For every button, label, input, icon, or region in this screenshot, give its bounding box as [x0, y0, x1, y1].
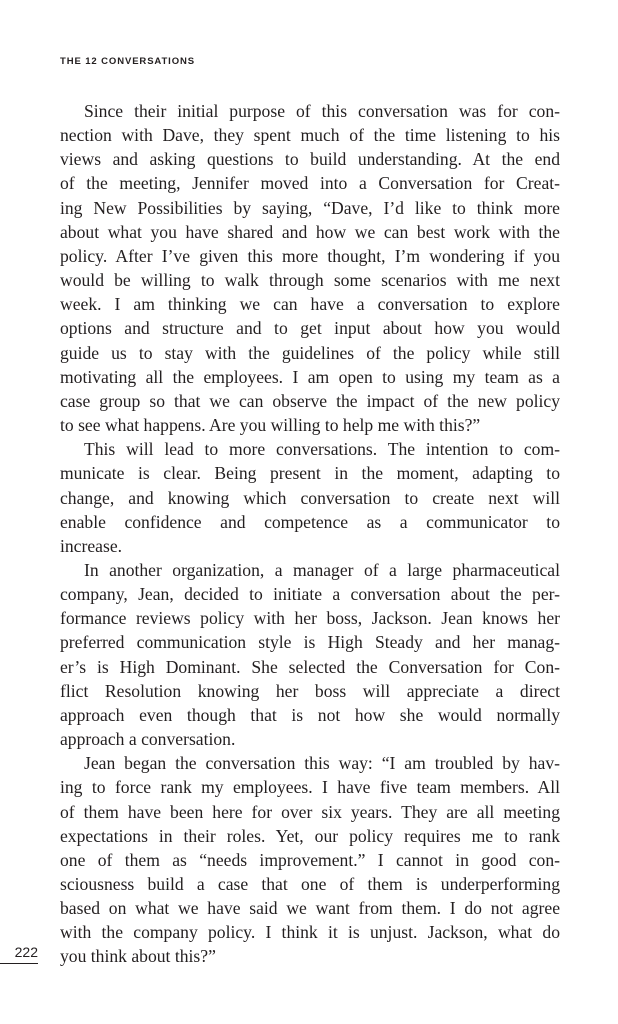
text-line: company, Jean, decided to initiate a conversation about the per-: [60, 584, 560, 605]
text-line: sciousness build a case that one of them is underperforming: [60, 874, 560, 894]
text-line: approach even though that is not how she would normally: [60, 704, 560, 725]
text-line: increase.: [60, 535, 123, 556]
text-line: expectations in their roles. Yet, our policy requires me to rank: [60, 825, 560, 846]
text-line: of the meeting, Jennifer moved into a Conversation for Creat-: [60, 173, 560, 194]
text-line: enable confidence and competence as a communicator to: [60, 511, 560, 532]
text-line: er’s is High Dominant. She selected the Conversation for Con-: [60, 656, 560, 677]
text-line: week. I am thinking we can have a conversation to explore: [60, 294, 560, 315]
text-line: would be willing to walk through some scenarios with me next: [60, 270, 560, 291]
text-line: options and structure and to get input about how you would: [60, 318, 560, 339]
text-line: views and asking questions to build understanding. At the end: [60, 149, 560, 170]
text-line: flict Resolution knowing her boss will appreciate a direct: [60, 680, 560, 701]
text-line: you think about this?”: [60, 946, 216, 967]
text-line: ing to force rank my employees. I have five team members. All: [60, 777, 560, 798]
page-number: 222: [0, 943, 38, 964]
text-line: municate is clear. Being present in the moment, adapting to: [60, 463, 560, 484]
text-line: Jean began the conversation this way: “I am troubled by hav-: [84, 753, 560, 774]
text-line: motivating all the employees. I am open to using my team as a: [60, 366, 560, 387]
text-line: Since their initial purpose of this conversation was for con-: [84, 101, 560, 121]
text-line: change, and knowing which conversation to create next will: [60, 487, 560, 508]
text-line: guide us to stay with the guidelines of the policy while still: [60, 342, 560, 363]
text-line: approach a conversation.: [60, 729, 236, 750]
body-text: [60, 99, 560, 969]
text-line: ing New Possibilities by saying, “Dave, I’d like to think more: [60, 197, 560, 218]
text-line: to see what happens. Are you willing to help me with this?”: [60, 415, 481, 436]
text-line: nection with Dave, they spent much of the time listening to his: [60, 125, 560, 146]
text-line: formance reviews policy with her boss, Jackson. Jean knows her: [60, 608, 560, 629]
text-line: based on what we have said we want from them. I do not agree: [60, 898, 560, 919]
text-line: about what you have shared and how we can best work with the: [60, 221, 560, 242]
text-line: with the company policy. I think it is unjust. Jackson, what do: [60, 922, 560, 943]
text-line: of them have been here for over six years. They are all meeting: [60, 801, 560, 822]
text-line: preferred communication style is High Steady and her manag-: [60, 632, 560, 653]
text-line: case group so that we can observe the impact of the new policy: [60, 390, 560, 411]
text-line: one of them as “needs improvement.” I cannot in good con-: [60, 849, 560, 870]
text-line: This will lead to more conversations. The intention to com-: [84, 439, 560, 460]
text-line: policy. After I’ve given this more thought, I’m wondering if you: [60, 245, 560, 266]
running-head: THE 12 CONVERSATIONS: [60, 56, 196, 67]
text-line: In another organization, a manager of a large pharmaceutical: [84, 559, 560, 580]
